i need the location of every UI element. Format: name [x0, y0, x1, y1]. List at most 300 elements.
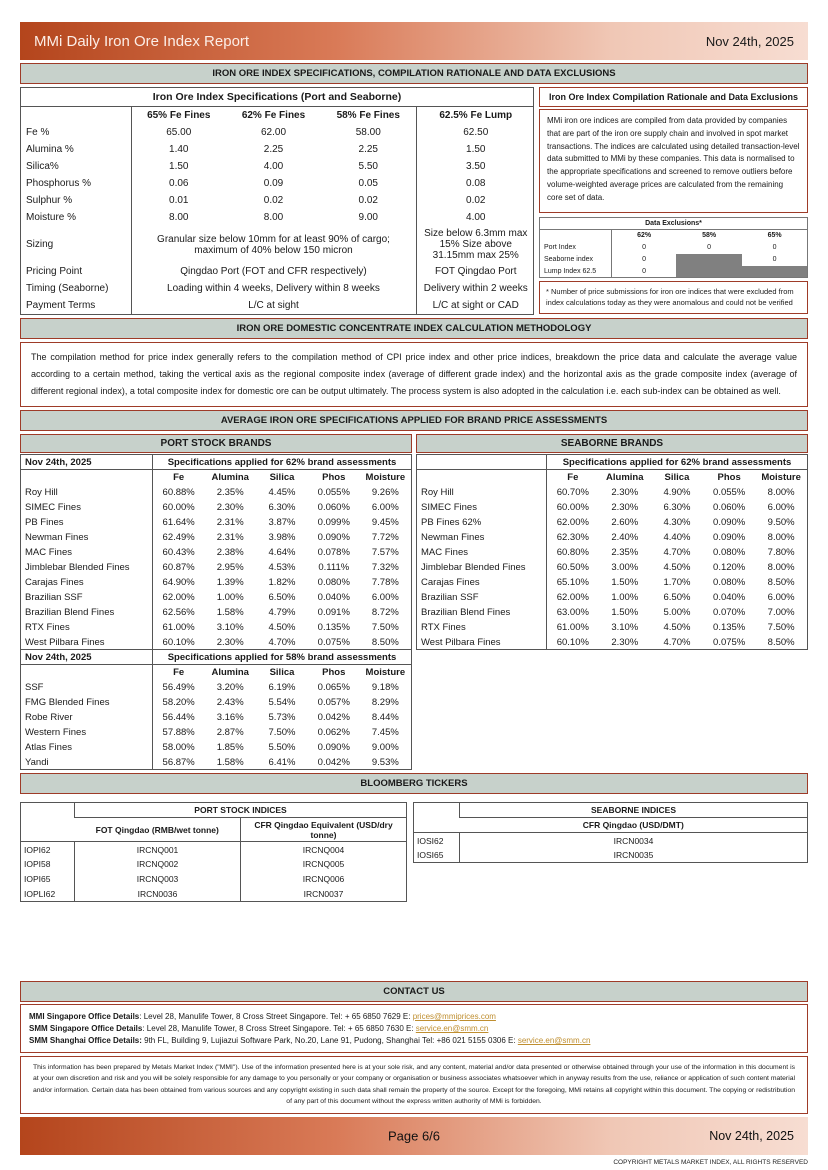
- brand-row: [417, 620, 808, 635]
- col-silica: Silica: [664, 472, 690, 484]
- exclusions-row-seaborne: [540, 254, 808, 266]
- index-code: IOPI58: [24, 859, 51, 870]
- brand-name: MAC Fines: [417, 545, 547, 560]
- value-alumina: 1.58%: [216, 606, 244, 618]
- value-phos: 0.057%: [317, 696, 350, 708]
- brand-name: Brazilian SSF: [417, 590, 547, 605]
- page-bottom-block: [20, 981, 808, 1166]
- spec-value-62: 62.00: [260, 127, 287, 138]
- spec-value-65: 8.00: [169, 212, 189, 223]
- value-alumina: 3.00%: [611, 561, 639, 573]
- spec-chem-row: [21, 124, 535, 141]
- brand-row: [417, 590, 808, 605]
- brand-name: Brazilian SSF: [21, 590, 153, 605]
- value-fe: 60.10%: [556, 636, 589, 648]
- col-alumina: Alumina: [606, 472, 644, 484]
- value-moisture: 7.45%: [371, 726, 399, 738]
- spec-value-65: 65.00: [166, 127, 192, 138]
- page-number: Page 6/6: [387, 1128, 441, 1144]
- exclusions-row-label: Port Index: [540, 242, 612, 254]
- value-alumina: 2.31%: [216, 516, 244, 528]
- spec-col-62: 62% Fe Fines: [241, 110, 306, 121]
- spec-box: [20, 87, 534, 315]
- port-brands-subheader-row: [21, 455, 412, 470]
- section-header-methodology: IRON ORE DOMESTIC CONCENTRATE INDEX CALCULATION METHODOLOGY: [20, 318, 808, 339]
- ticker-fot: IRCNQ001: [75, 842, 241, 857]
- value-fe: 61.00%: [162, 621, 195, 633]
- report-date: Nov 24th, 2025: [705, 33, 794, 49]
- value-silica: 1.82%: [268, 576, 296, 588]
- brand-row: [417, 605, 808, 620]
- value-moisture: 8.72%: [371, 606, 399, 618]
- data-exclusions-table: [539, 217, 808, 278]
- index-code: IOPI62: [24, 844, 51, 855]
- brand-assessments-row: [20, 434, 808, 770]
- value-alumina: 1.39%: [216, 576, 244, 588]
- value-moisture: 6.00%: [371, 591, 399, 603]
- brand-name: Atlas Fines: [21, 740, 153, 755]
- value-fe: 62.56%: [162, 606, 195, 618]
- value-phos: 0.060%: [713, 501, 746, 513]
- blank-cell: [417, 470, 547, 485]
- value-moisture: 8.00%: [767, 486, 795, 498]
- ticker-row: [21, 857, 407, 872]
- value-phos: 0.099%: [317, 516, 350, 528]
- value-fe: 64.90%: [162, 576, 195, 588]
- value-phos: 0.070%: [713, 606, 746, 618]
- col-cfr-qingdao: CFR Qingdao (USD/DMT): [460, 818, 808, 833]
- value-alumina: 1.50%: [611, 576, 639, 588]
- ticker-cfr: IRCN0035: [460, 848, 808, 863]
- value-silica: 5.54%: [268, 696, 296, 708]
- value-phos: 0.042%: [317, 756, 350, 768]
- ticker-row: [414, 848, 808, 863]
- port-stock-brands-table: [20, 454, 412, 650]
- spec-row-label: Pricing Point: [21, 263, 131, 280]
- value-fe: 62.00%: [162, 591, 195, 603]
- spec-merged-row: [21, 226, 535, 263]
- brand-row: [21, 500, 412, 515]
- brand-name: West Pilbara Fines: [417, 635, 547, 650]
- bloomberg-tickers-row: [20, 802, 808, 902]
- value-phos: 0.055%: [713, 486, 746, 498]
- value-fe: 60.00%: [162, 501, 195, 513]
- brand-name: Carajas Fines: [417, 575, 547, 590]
- value-moisture: 7.72%: [371, 531, 399, 543]
- office-details: 9th FL, Building 9, Lujiazui Software Park, No.20, Lane 91, Pudong, Shanghai Tel: +86 021 5155 0306 E:: [141, 1035, 518, 1045]
- brand-row: [21, 530, 412, 545]
- brand-name: Jimblebar Blended Fines: [417, 560, 547, 575]
- spec-chem-row: [21, 158, 535, 175]
- value-fe: 57.88%: [162, 726, 195, 738]
- brand-name: Roy Hill: [21, 485, 153, 500]
- brand-name: Newman Fines: [21, 530, 153, 545]
- spec-value-65: 0.06: [169, 178, 189, 189]
- value-phos: 0.111%: [318, 561, 350, 573]
- spec-lump-value: L/C at sight or CAD: [416, 297, 535, 314]
- brand-name: RTX Fines: [21, 620, 153, 635]
- value-fe: 56.87%: [162, 756, 195, 768]
- spec-value-lump: 1.50: [416, 141, 535, 158]
- spec-lump-value: FOT Qingdao Port: [416, 263, 535, 280]
- spec-lump-value: Delivery within 2 weeks: [416, 280, 535, 297]
- value-fe: 62.00%: [556, 591, 589, 603]
- exclusions-footnote: * Number of price submissions for iron ore indices that were excluded from index calculations today as they were anomalous and could not be verified: [539, 281, 808, 314]
- value-moisture: 6.00%: [767, 591, 795, 603]
- value-phos: 0.078%: [317, 546, 350, 558]
- brands-58-subheader-row: [21, 650, 412, 665]
- value-silica: 6.41%: [268, 756, 296, 768]
- value-silica: 6.50%: [268, 591, 296, 603]
- brand-name: SSF: [21, 680, 153, 695]
- brands-58-table: [20, 649, 412, 770]
- col-phos: Phos: [717, 472, 741, 484]
- contact-line: [29, 1012, 799, 1021]
- brand-row: [21, 755, 412, 770]
- value-silica: 4.40%: [663, 531, 691, 543]
- value-fe: 60.50%: [556, 561, 589, 573]
- exclusions-excluded-cell: [676, 266, 742, 278]
- spec-row-label: Phosphorus %: [21, 175, 131, 192]
- value-moisture: 8.29%: [371, 696, 399, 708]
- value-phos: 0.065%: [317, 681, 350, 693]
- value-fe: 62.30%: [556, 531, 589, 543]
- spec-col-lump: 62.5% Fe Lump: [416, 107, 535, 124]
- brand-row: [417, 515, 808, 530]
- port-indices-title-row: [21, 803, 407, 818]
- spec-blank-cell: [21, 107, 131, 124]
- seaborne-brands-column-header-row: [417, 470, 808, 485]
- contact-section: [20, 1004, 808, 1053]
- value-silica: 5.00%: [663, 606, 691, 618]
- value-alumina: 2.35%: [216, 486, 244, 498]
- brand-name: Newman Fines: [417, 530, 547, 545]
- bloomberg-port-table: [20, 802, 407, 902]
- col-fe: Fe: [173, 472, 185, 484]
- index-code: IOPI65: [24, 874, 51, 885]
- brand-name: Roy Hill: [417, 485, 547, 500]
- value-phos: 0.091%: [317, 606, 350, 618]
- col-moisture: Moisture: [365, 667, 406, 679]
- value-phos: 0.090%: [317, 741, 350, 753]
- col-fot-qingdao: FOT Qingdao (RMB/wet tonne): [75, 818, 241, 842]
- footer-date: Nov 24th, 2025: [709, 1129, 794, 1143]
- value-phos: 0.075%: [713, 636, 746, 648]
- port-indices-title: PORT STOCK INDICES: [75, 803, 407, 818]
- brands-58-spec-title: Specifications applied for 58% brand assessments: [153, 650, 412, 665]
- contact-line: [29, 1036, 799, 1045]
- email-link[interactable]: service.en@smm.cn: [517, 1035, 591, 1045]
- ticker-cfr: IRCNQ006: [241, 872, 407, 887]
- value-moisture: 7.78%: [371, 576, 399, 588]
- brand-name: PB Fines: [21, 515, 153, 530]
- value-silica: 4.30%: [663, 516, 691, 528]
- brand-row: [21, 560, 412, 575]
- spec-row-label: Alumina %: [21, 141, 131, 158]
- spec-value-lump: 3.50: [416, 158, 535, 175]
- value-fe: 65.10%: [556, 576, 589, 588]
- brand-row: [21, 740, 412, 755]
- seaborne-brands-header: SEABORNE BRANDS: [416, 434, 808, 453]
- value-moisture: 7.50%: [371, 621, 399, 633]
- spec-value-62: 8.00: [263, 212, 284, 223]
- value-alumina: 2.87%: [216, 726, 244, 738]
- email-link[interactable]: service.en@smm.cn: [415, 1023, 489, 1033]
- brand-row: [417, 500, 808, 515]
- page-footer: [20, 1117, 808, 1155]
- value-moisture: 7.32%: [371, 561, 399, 573]
- brand-name: Western Fines: [21, 725, 153, 740]
- value-alumina: 2.43%: [216, 696, 244, 708]
- rationale-title: Iron Ore Index Compilation Rationale and Data Exclusions: [539, 87, 808, 107]
- value-alumina: 1.00%: [216, 591, 244, 603]
- value-phos: 0.062%: [317, 726, 350, 738]
- rationale-body: MMi iron ore indices are compiled from data provided by companies that are part of the iron ore supply chain and involved in spot market transactions. The indices are calculated using detailed transaction-level data submitted to MMi by these companies. This data is normalised to the appropriate specifications and screened to remove outliers before volume-weighted average prices are calculated from the remaining core set of data.: [539, 109, 808, 213]
- value-silica: 4.70%: [268, 636, 296, 648]
- col-fe: Fe: [173, 667, 185, 679]
- spec-value-lump: 0.08: [416, 175, 535, 192]
- index-code: IOPLI62: [24, 889, 56, 900]
- brand-name: Yandi: [21, 755, 153, 770]
- port-brands-header: PORT STOCK BRANDS: [20, 434, 412, 453]
- value-alumina: 2.30%: [216, 636, 244, 648]
- brands-58-column-header-row: [21, 665, 412, 680]
- spec-value-lump: 0.02: [416, 192, 535, 209]
- value-alumina: 3.10%: [216, 621, 244, 633]
- index-code: IOSI62: [417, 835, 444, 846]
- value-moisture: 8.50%: [371, 636, 399, 648]
- value-phos: 0.135%: [713, 621, 746, 633]
- brand-name: SIMEC Fines: [417, 500, 547, 515]
- value-phos: 0.080%: [713, 546, 746, 558]
- index-code: IOSI65: [417, 850, 444, 861]
- brand-row: [21, 575, 412, 590]
- value-moisture: 9.00%: [371, 741, 399, 753]
- exclusions-row-label: Lump Index 62.5: [540, 266, 612, 278]
- value-alumina: 2.35%: [611, 546, 639, 558]
- spec-value-65: 1.50: [169, 161, 189, 172]
- spec-table-title: Iron Ore Index Specifications (Port and Seaborne): [21, 88, 533, 107]
- value-fe: 60.00%: [556, 501, 589, 513]
- brand-row: [417, 575, 808, 590]
- value-silica: 4.50%: [268, 621, 296, 633]
- spec-row-label: Sulphur %: [21, 192, 131, 209]
- specs-and-rationale-row: [20, 87, 808, 315]
- copyright-notice: COPYRIGHT METALS MARKET INDEX, ALL RIGHTS RESERVED: [613, 1159, 808, 1166]
- spec-merged-row: [21, 280, 535, 297]
- value-alumina: 2.30%: [611, 501, 639, 513]
- ticker-cfr: IRCN0037: [241, 887, 407, 902]
- value-moisture: 6.00%: [767, 501, 795, 513]
- value-alumina: 1.50%: [611, 606, 639, 618]
- brand-name: RTX Fines: [417, 620, 547, 635]
- ticker-fot: IRCNQ002: [75, 857, 241, 872]
- value-moisture: 7.50%: [767, 621, 795, 633]
- col-phos: Phos: [322, 472, 346, 484]
- value-silica: 4.50%: [663, 561, 691, 573]
- value-moisture: 8.50%: [767, 636, 795, 648]
- spec-lump-value: Size below 6.3mm max 15% Size above 31.15mm max 25%: [416, 226, 535, 263]
- spec-chem-row: [21, 175, 535, 192]
- value-alumina: 2.30%: [611, 636, 639, 648]
- specs-panel: [20, 87, 534, 315]
- value-alumina: 3.10%: [611, 621, 639, 633]
- seaborne-brands-table: [416, 454, 808, 650]
- brand-row: [417, 530, 808, 545]
- spec-merged-row: [21, 297, 535, 314]
- spec-col-58: 58% Fe Fines: [336, 110, 400, 121]
- seaborne-brands-spec-title: Specifications applied for 62% brand assessments: [547, 455, 808, 470]
- brand-name: Carajas Fines: [21, 575, 153, 590]
- value-fe: 60.43%: [162, 546, 195, 558]
- brand-row: [21, 485, 412, 500]
- value-phos: 0.135%: [317, 621, 350, 633]
- col-moisture: Moisture: [761, 472, 801, 484]
- exclusions-row-lump: [540, 266, 808, 278]
- blank-cell: [21, 470, 153, 485]
- exclusions-blank-cell: [540, 230, 612, 242]
- seaborne-indices-column-header-row: [414, 818, 808, 833]
- value-moisture: 7.57%: [371, 546, 399, 558]
- brand-row: [21, 710, 412, 725]
- value-phos: 0.055%: [317, 486, 350, 498]
- value-silica: 6.30%: [268, 501, 296, 513]
- spec-chem-row: [21, 192, 535, 209]
- value-fe: 63.00%: [556, 606, 589, 618]
- brand-name: PB Fines 62%: [417, 515, 547, 530]
- seaborne-brands-column: [416, 434, 808, 650]
- value-fe: 60.70%: [556, 486, 589, 498]
- email-link[interactable]: prices@mmiprices.com: [412, 1011, 496, 1021]
- value-moisture: 9.26%: [371, 486, 399, 498]
- brand-row: [21, 515, 412, 530]
- value-moisture: 7.00%: [767, 606, 795, 618]
- brand-row: [21, 605, 412, 620]
- col-silica: Silica: [269, 472, 295, 484]
- value-silica: 4.70%: [663, 546, 691, 558]
- brand-name: FMG Blended Fines: [21, 695, 153, 710]
- exclusions-excluded-cell: [742, 266, 807, 278]
- exclusions-value: 0: [642, 244, 647, 251]
- value-moisture: 8.44%: [371, 711, 399, 723]
- office-details: : Level 28, Manulife Tower, 8 Cross Street Singapore. Tel: + 65 6850 7630 E:: [142, 1023, 416, 1033]
- spec-value-58: 0.05: [358, 178, 378, 189]
- value-alumina: 3.16%: [216, 711, 244, 723]
- methodology-text: The compilation method for price index generally refers to the compilation method of CPI price index and other price indices, breakdown the price data and calculate the average value according to a certain method, taking the vertical axis as the regional composite index (average of different grade index) and the horizontal axis as the grade composite index (average of different regional index), a total composite index for domestic ore can be output ultimately. The process system is also adopted in the calculation i.e. each sub-index can be obtained as well.: [20, 342, 808, 407]
- exclusions-value: 0: [772, 256, 777, 263]
- value-alumina: 1.00%: [611, 591, 639, 603]
- value-alumina: 1.85%: [216, 741, 244, 753]
- value-moisture: 9.18%: [371, 681, 399, 693]
- exclusions-header-row: [540, 230, 808, 242]
- brand-row: [21, 545, 412, 560]
- brand-row: [417, 485, 808, 500]
- spec-chem-row: [21, 141, 535, 158]
- spec-row-label: Silica%: [21, 158, 131, 175]
- value-phos: 0.120%: [713, 561, 746, 573]
- brand-name: Brazilian Blend Fines: [417, 605, 547, 620]
- office-label: SMM Shanghai Office Details:: [29, 1035, 142, 1045]
- spec-row-label: Payment Terms: [21, 297, 131, 314]
- spec-row-label: Timing (Seaborne): [21, 280, 131, 297]
- spec-value-58: 58.00: [355, 127, 381, 138]
- brand-row: [21, 635, 412, 650]
- value-moisture: 9.50%: [767, 516, 795, 528]
- spec-fines-value: Qingdao Port (FOT and CFR respectively): [180, 266, 367, 277]
- col-alumina: Alumina: [211, 472, 249, 484]
- contact-line: [29, 1024, 799, 1033]
- value-moisture: 9.53%: [371, 756, 399, 768]
- value-alumina: 3.20%: [216, 681, 244, 693]
- value-alumina: 2.38%: [216, 546, 244, 558]
- port-brands-spec-title: Specifications applied for 62% brand assessments: [153, 455, 412, 470]
- spec-value-62: 4.00: [263, 161, 284, 172]
- value-phos: 0.090%: [713, 516, 746, 528]
- value-fe: 60.80%: [556, 546, 589, 558]
- value-moisture: 7.80%: [767, 546, 795, 558]
- value-fe: 61.64%: [162, 516, 195, 528]
- ticker-row: [21, 887, 407, 902]
- value-phos: 0.080%: [713, 576, 746, 588]
- brand-name: SIMEC Fines: [21, 500, 153, 515]
- value-silica: 4.79%: [268, 606, 296, 618]
- spec-value-65: 0.01: [169, 195, 189, 206]
- value-moisture: 8.00%: [767, 561, 795, 573]
- port-indices-column-header-row: [21, 818, 407, 842]
- value-silica: 4.45%: [268, 486, 296, 498]
- office-details: : Level 28, Manulife Tower, 8 Cross Street Singapore. Tel: + 65 6850 7629 E:: [139, 1011, 413, 1021]
- exclusions-col-65: 65%: [767, 232, 782, 240]
- office-label: MMI Singapore Office Details: [29, 1011, 140, 1021]
- value-silica: 6.30%: [663, 501, 691, 513]
- col-phos: Phos: [322, 667, 346, 679]
- value-silica: 4.90%: [663, 486, 691, 498]
- spec-value-62: 0.09: [263, 178, 284, 189]
- value-phos: 0.060%: [317, 501, 350, 513]
- port-brands-column-header-row: [21, 470, 412, 485]
- col-cfr-qingdao-equivalent: CFR Qingdao Equivalent (USD/dry tonne): [241, 818, 407, 842]
- value-fe: 58.00%: [162, 741, 195, 753]
- value-phos: 0.040%: [317, 591, 350, 603]
- spec-column-header-row: [21, 107, 535, 124]
- value-alumina: 2.30%: [216, 501, 244, 513]
- ticker-row: [414, 833, 808, 848]
- brand-row: [21, 590, 412, 605]
- blank-cell: [417, 455, 547, 470]
- spec-col-65: 65% Fe Fines: [147, 110, 211, 121]
- exclusions-col-58: 58%: [702, 232, 717, 240]
- exclusions-value: 0: [642, 256, 647, 263]
- ticker-cfr: IRCNQ005: [241, 857, 407, 872]
- ticker-cfr: IRCNQ004: [241, 842, 407, 857]
- brand-row: [417, 635, 808, 650]
- value-silica: 7.50%: [268, 726, 296, 738]
- value-alumina: 2.60%: [611, 516, 639, 528]
- value-fe: 58.20%: [162, 696, 195, 708]
- data-exclusions-title: Data Exclusions*: [540, 218, 808, 230]
- spec-value-lump: 62.50: [416, 124, 535, 141]
- seaborne-brands-subheader-row: [417, 455, 808, 470]
- value-phos: 0.042%: [317, 711, 350, 723]
- exclusions-value: 0: [772, 244, 777, 251]
- value-silica: 5.73%: [268, 711, 296, 723]
- col-moisture: Moisture: [365, 472, 406, 484]
- value-silica: 3.98%: [268, 531, 296, 543]
- spec-value-62: 2.25: [263, 144, 284, 155]
- brand-row: [21, 695, 412, 710]
- value-moisture: 8.50%: [767, 576, 795, 588]
- value-alumina: 2.30%: [611, 486, 639, 498]
